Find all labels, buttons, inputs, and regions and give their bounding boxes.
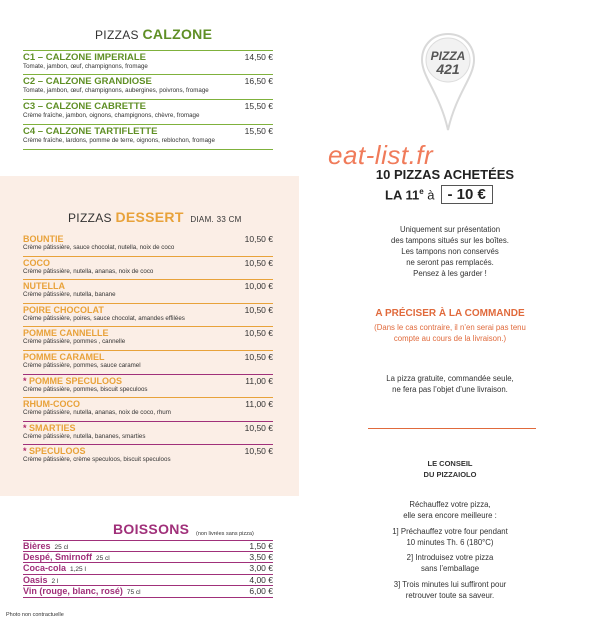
item-price: 10,50 € bbox=[244, 304, 273, 315]
item-price: 10,50 € bbox=[244, 257, 273, 268]
list-item bbox=[23, 100, 273, 125]
item-price: 10,50 € bbox=[244, 234, 273, 244]
item-price: 16,50 € bbox=[244, 76, 273, 86]
list-item bbox=[23, 327, 273, 351]
divider bbox=[368, 428, 536, 429]
item-desc: Crème fraîche, lardons, pomme de terre, oignons, reblochon, fromage bbox=[23, 137, 215, 144]
list-item: * POMME SPECULOOS 11,00 € Crème pâtissière, pommes, biscuit speculoos bbox=[23, 375, 273, 399]
item-price: 11,00 € bbox=[245, 399, 273, 410]
dessert-title: PIZZAS DESSERT DIAM. 33 CM bbox=[68, 209, 242, 225]
conseil-step-2: 2] Introduisez votre pizza sans l’emballage bbox=[406, 553, 494, 573]
list-item bbox=[23, 50, 273, 75]
item-name: C2 – CALZONE GRANDIOSE bbox=[23, 76, 152, 87]
preciser-text: (Dans le cas contraire, il n’en serai pas tenu compte au cours de la livraison.) bbox=[374, 323, 526, 343]
discount-badge: - 10 € bbox=[441, 185, 493, 204]
item-name: BOUNTIE bbox=[23, 234, 64, 244]
item-price: 14,50 € bbox=[244, 52, 273, 62]
logo-pin-icon bbox=[420, 32, 476, 132]
item-name: C3 – CALZONE CABRETTE bbox=[23, 101, 146, 112]
drink-name: Oasis bbox=[23, 574, 48, 585]
footnote: Photo non contractuelle bbox=[6, 612, 64, 618]
list-item bbox=[23, 257, 273, 281]
drinks-note: (non livrées sans pizza) bbox=[196, 531, 254, 537]
item-name: SMARTIES bbox=[29, 422, 76, 433]
item-desc: Crème fraîche, jambon, oignons, champignons, chèvre, fromage bbox=[23, 112, 200, 119]
watermark: eat-list.fr bbox=[328, 140, 434, 170]
item-price: 15,50 € bbox=[244, 126, 273, 136]
list-item bbox=[23, 398, 273, 422]
item-price: 10,50 € bbox=[244, 422, 273, 433]
logo: PIZZA 421 bbox=[430, 49, 466, 77]
item-name: SPECULOOS bbox=[29, 446, 86, 457]
list-item bbox=[23, 75, 273, 100]
promo-offer: LA 11e à - 10 € bbox=[385, 185, 525, 204]
table-row: Oasis 2 l 4,00 € bbox=[23, 574, 273, 585]
item-desc: Crème pâtissière, sauce chocolat, nutella, noix de coco bbox=[23, 244, 175, 251]
item-name: NUTELLA bbox=[23, 281, 65, 292]
item-desc: Crème pâtissière, crème speculoos, biscuit speculoos bbox=[23, 456, 171, 464]
item-price: 15,50 € bbox=[244, 101, 273, 111]
item-price: 11,00 € bbox=[245, 375, 273, 386]
list-item bbox=[23, 280, 273, 304]
item-desc: Crème pâtissière, nutella, ananas, noix de coco bbox=[23, 267, 154, 275]
item-price: 10,50 € bbox=[244, 328, 273, 339]
item-desc: Crème pâtissière, nutella, banane bbox=[23, 291, 116, 299]
item-name: POMME CARAMEL bbox=[23, 351, 105, 362]
drink-name: Vin (rouge, blanc, rosé) bbox=[23, 586, 123, 596]
item-name: POMME SPECULOOS bbox=[29, 375, 123, 386]
list-item: * SMARTIES 10,50 € Crème pâtissière, nutella, bananes, smarties bbox=[23, 422, 273, 446]
calzone-list bbox=[23, 50, 273, 150]
conseil-title: LE CONSEIL DU PIZZAIOLO bbox=[423, 459, 477, 479]
drinks-list bbox=[23, 540, 273, 598]
conseil-step-1: 1] Préchauffez votre four pendant 10 minutes Th. 6 (180°C) bbox=[392, 527, 508, 547]
list-item bbox=[23, 304, 273, 328]
item-desc: Tomate, jambon, œuf, champignons, fromage bbox=[23, 63, 148, 70]
item-desc: Crème pâtissière, poires, sauce chocolat, amandes effilées bbox=[23, 314, 185, 322]
table-row: Despé, Smirnoff 25 cl 3,50 € bbox=[23, 551, 273, 562]
item-name: C4 – CALZONE TARTIFLETTE bbox=[23, 126, 158, 137]
list-item bbox=[23, 351, 273, 375]
item-price: 10,50 € bbox=[244, 351, 273, 362]
item-desc: Tomate, jambon, œuf, champignons, aubergines, poivrons, fromage bbox=[23, 87, 209, 94]
item-name: RHUM-COCO bbox=[23, 399, 80, 410]
item-desc: Crème pâtissière, pommes, sauce caramel bbox=[23, 361, 141, 369]
conseil-step-3: 3] Trois minutes lui suffiront pour retrouver toute sa saveur. bbox=[393, 580, 507, 600]
list-item bbox=[23, 125, 273, 150]
item-desc: Crème pâtissière, nutella, bananes, smarties bbox=[23, 432, 146, 440]
item-desc: Crème pâtissière, pommes, biscuit speculoos bbox=[23, 385, 148, 393]
drinks-title: BOISSONS bbox=[113, 521, 190, 537]
preciser-title: A PRÉCISER À LA COMMANDE bbox=[375, 308, 525, 319]
item-name: COCO bbox=[23, 257, 50, 268]
table-row: Bières 25 cl 1,50 € bbox=[23, 541, 273, 551]
promo-headline: 10 PIZZAS ACHETÉES bbox=[375, 167, 515, 182]
drink-name: Coca-cola bbox=[23, 563, 67, 573]
drink-name: Despé, Smirnoff bbox=[23, 551, 93, 562]
promo-info: Uniquement sur présentation des tampons situés sur les boîtes. Les tampons non conservés ne seront pas remplacés. Pensez à les garder ! bbox=[391, 225, 509, 278]
list-item: * SPECULOOS 10,50 € Crème pâtissière, crème speculoos, biscuit speculoos bbox=[23, 446, 273, 464]
item-desc: Crème pâtissière, nutella, ananas, noix de coco, rhum bbox=[23, 409, 171, 417]
item-price: 10,50 € bbox=[244, 446, 273, 457]
item-name: C1 – CALZONE IMPERIALE bbox=[23, 52, 146, 63]
item-name: POIRE CHOCOLAT bbox=[23, 304, 104, 315]
free-pizza-note: La pizza gratuite, commandée seule, ne fera pas l’objet d’une livraison. bbox=[386, 374, 514, 394]
drink-name: Bières bbox=[23, 541, 51, 551]
table-row: Vin (rouge, blanc, rosé) 75 cl 6,00 € bbox=[23, 586, 273, 596]
item-price: 10,00 € bbox=[244, 281, 273, 292]
dessert-list bbox=[23, 233, 273, 469]
item-name: POMME CANNELLE bbox=[23, 328, 109, 339]
item-desc: Crème pâtissière, pommes , cannelle bbox=[23, 338, 126, 346]
calzone-title: PIZZAS CALZONE bbox=[95, 26, 213, 42]
conseil-intro: Réchauffez votre pizza, elle sera encore meilleure : bbox=[403, 500, 497, 520]
table-row: Coca-cola 1,25 l 3,00 € bbox=[23, 563, 273, 573]
list-item bbox=[23, 233, 273, 257]
